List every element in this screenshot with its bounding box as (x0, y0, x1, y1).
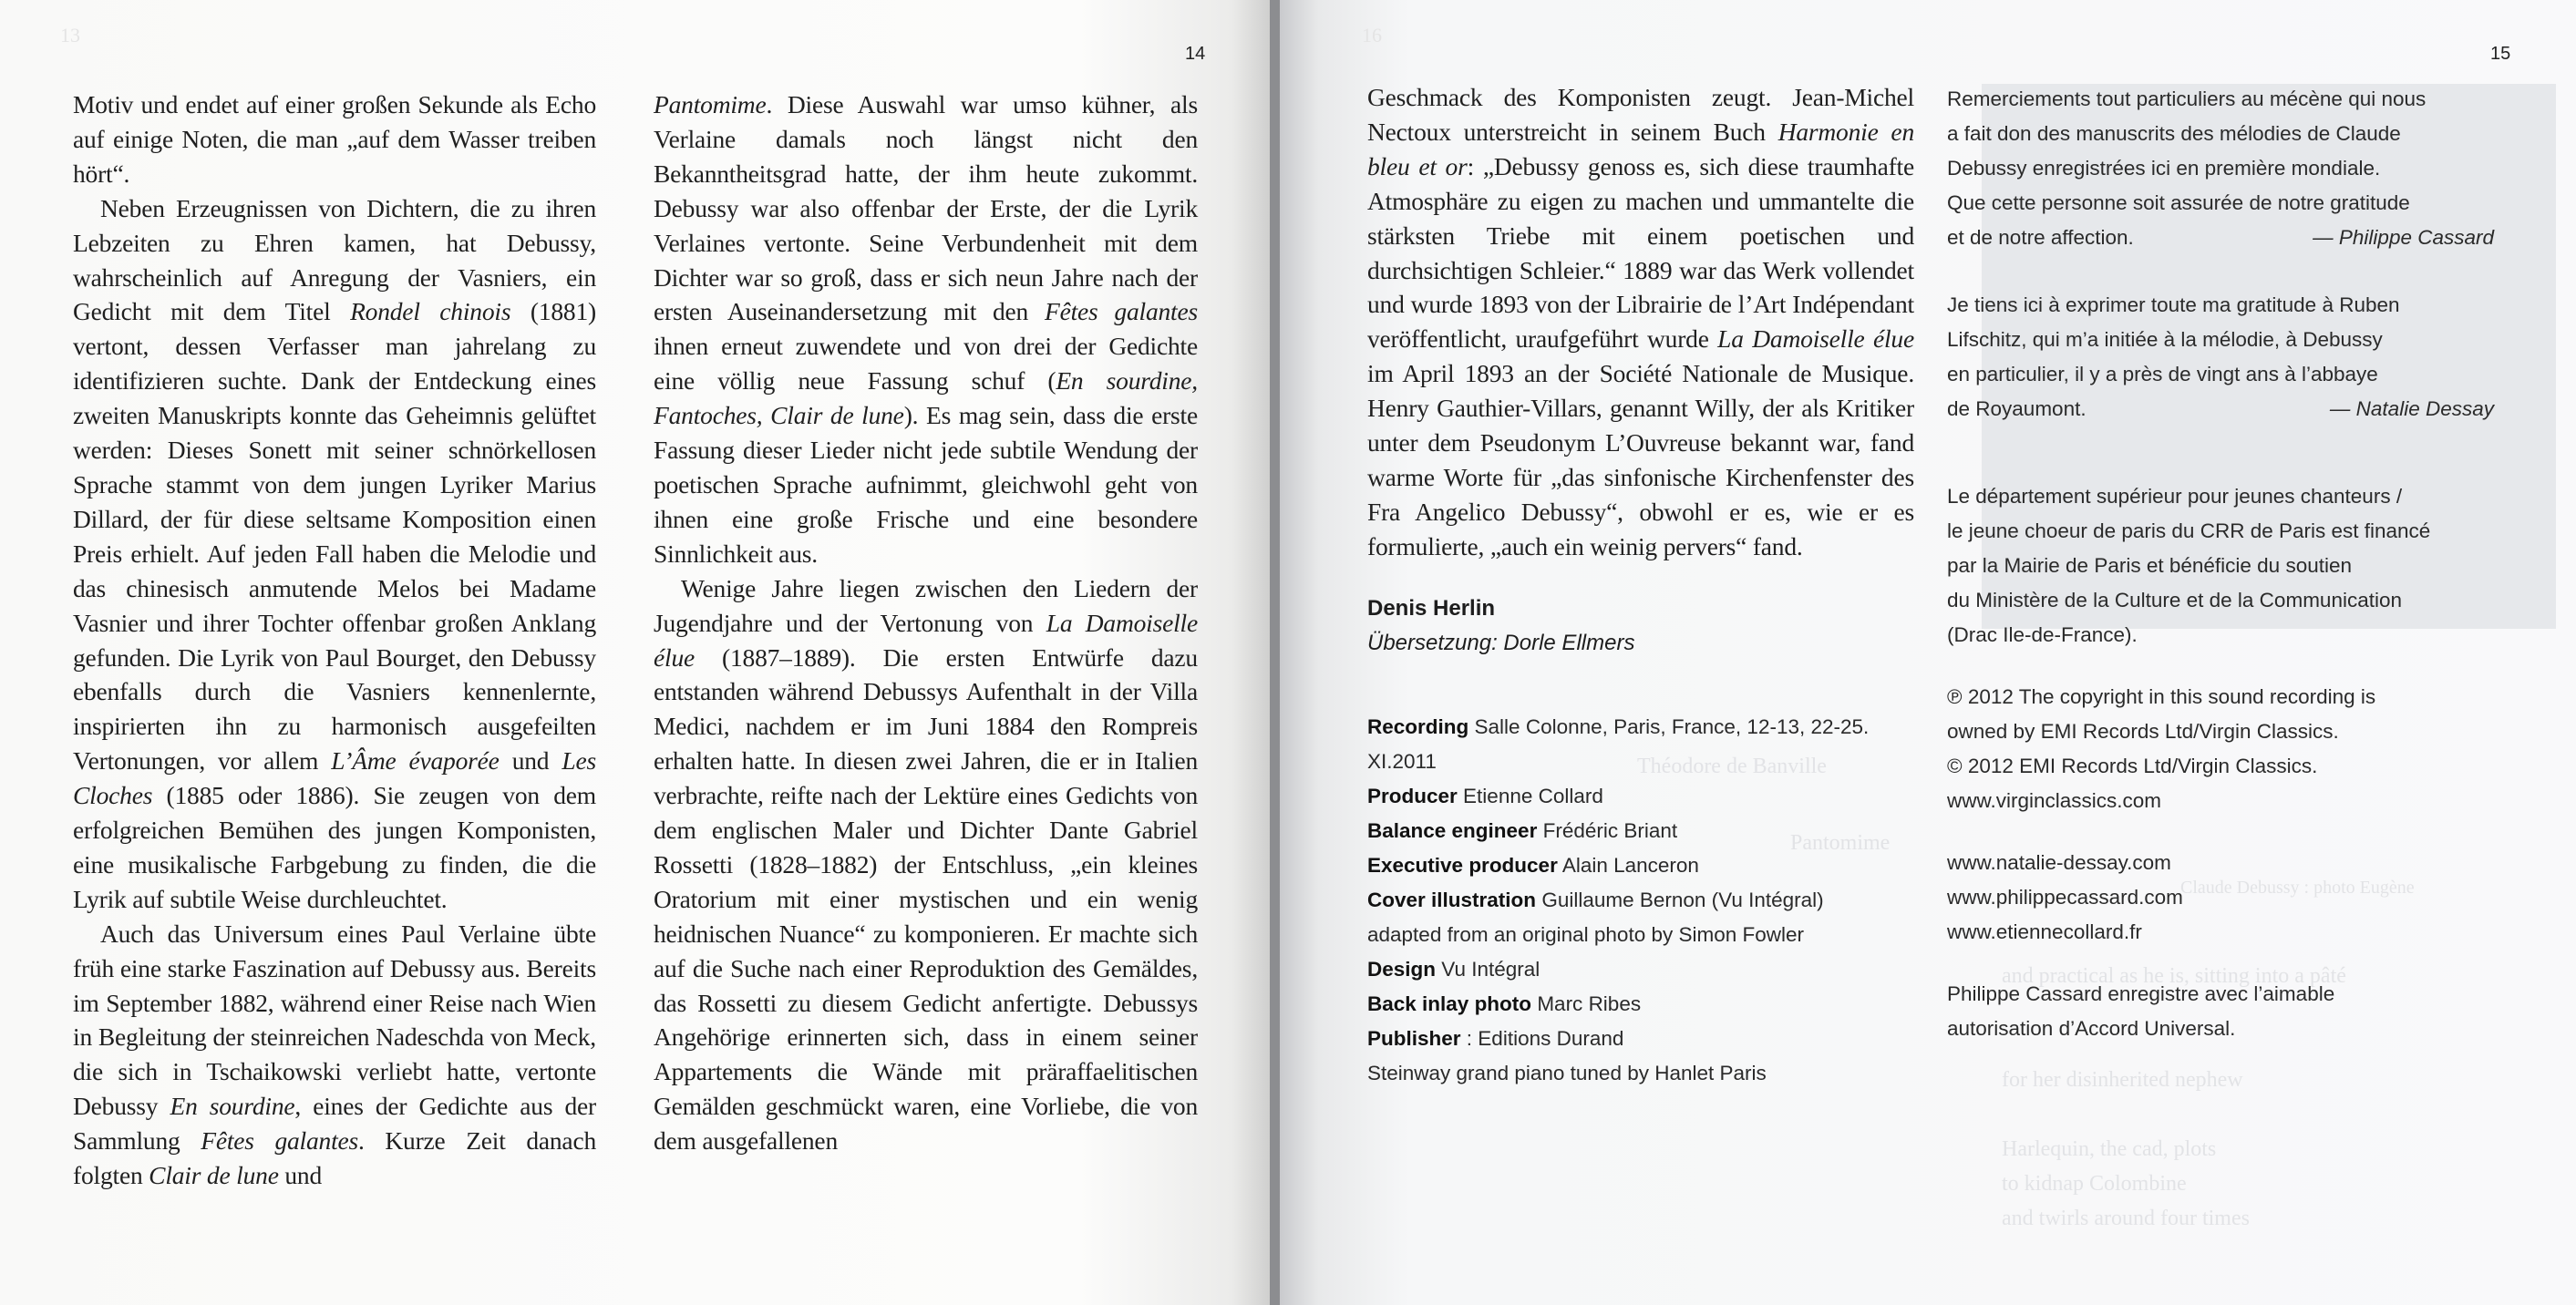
essay-translator: Übersetzung: Dorle Ellmers (1367, 630, 1635, 655)
credit-value: Frédéric Briant (1542, 818, 1678, 842)
text-line: le jeune choeur de paris du CRR de Paris est financé (1947, 519, 2431, 542)
show-through-text: Harlequin, the cad, plots (2002, 1137, 2217, 1161)
website-link: www.etiennecollard.fr (1947, 920, 2142, 943)
credit-cover-note: adapted from an original photo by Simon Fowler (1367, 922, 1805, 946)
signature-line (1947, 392, 2503, 426)
credit-label: Executive producer (1367, 853, 1558, 877)
ghost-page-number-left: 13 (60, 24, 80, 46)
essay-conclusion (1367, 80, 1914, 564)
show-through-text: for her disinherited nephew (2002, 1068, 2243, 1092)
credit-balance-engineer (1367, 814, 1914, 848)
text-line: en particulier, il y a près de vingt ans à l’abbaye (1947, 363, 2378, 385)
credit-value: : Editions Durand (1466, 1026, 1624, 1050)
show-through-text: and twirls around four times (2002, 1207, 2250, 1230)
credit-design (1367, 952, 1914, 987)
label-permission (1947, 977, 2503, 1046)
essay-paragraph: Motiv und endet auf einer großen Sekunde als Echo auf einige Noten, die man „auf dem Wasser treiben hört“. (73, 90, 596, 188)
page-number-right: 15 (2490, 44, 2511, 64)
credit-label: Balance engineer (1367, 818, 1538, 842)
page-number-left: 14 (1185, 44, 1206, 64)
website-link: www.virginclassics.com (1947, 789, 2162, 812)
text-line: Remerciements tout particuliers au mécène qui nous (1947, 87, 2427, 110)
credit-producer (1367, 779, 1914, 814)
booklet-page-right (1280, 0, 2576, 1305)
text-line: ℗ 2012 The copyright in this sound recording is (1947, 685, 2376, 708)
credit-value: Vu Intégral (1441, 957, 1540, 981)
text-line: Le département supérieur pour jeunes chanteurs / (1947, 485, 2403, 508)
booklet-page-left (0, 0, 1270, 1305)
credit-label: Producer (1367, 784, 1458, 807)
credit-publisher (1367, 1022, 1914, 1056)
text-line: par la Mairie de Paris et bénéficie du soutien (1947, 554, 2353, 577)
left-page-column-2 (654, 87, 1198, 1158)
essay-paragraph: Wenige Jahre liegen zwischen den Liedern der Jugendjahre und der Vertonung von La Damoiselle élue (1887–1889). Die ersten Entwürfe dazu entstanden während Debussys Aufenthalt in der Villa Medici, nachdem er im Juni 1884 den Rompreis erhalten hatte. In diesen zwei Jahren, die er in Italien verbrachte, reifte nach der Lektüre eines Gedichts von dem englischen Maler und Dichter Dante Gabriel Rossetti (1828–1882) der Entschluss, „ein kleines Oratorium mit einer mystischen und ein wenig heidnischen Nuance“ zu komponieren. Er machte sich auf die Suche nach einer Reproduktion des Gemäldes, das Rossetti zu diesem Gedicht anfertigte. Debussys Angehörige erinnerten sich, dass in einem seiner Appartements die Wände mit präraffaelitischen Gemälden geschmückt waren, eine Vorliebe, die von dem ausgefallenen (654, 573, 1199, 1156)
essay-paragraph: Geschmack des Komponisten zeugt. Jean-Michel Nectoux unterstreicht in seinem Buch Harmonie en bleu et or: „Debussy genoss es, sich diese traumhafte Atmosphäre zu eigen zu machen und ummantelte die stärksten Triebe mit einem poetischen und durchsichtigen Schleier.“ 1889 war das Werk vollendet und wurde 1893 von der Librairie de l’Art Indépendant veröffentlicht, uraufgeführt wurde La Damoiselle élue im April 1893 an der Société Nationale de Musique. Henry Gauthier-Villars, genannt Willy, der als Kritiker unter dem Pseudonym L’Ouvreuse bekannt war, fand warme Worte für „das sinfonische Kirchenfenster des Fra Angelico Debussy“, obwohl er es, wie er es formulierte, „auch ein weinig pervers“ fand. (1367, 83, 1914, 560)
ghost-page-number-right: 16 (1362, 24, 1382, 46)
signature: — Philippe Cassard (2313, 226, 2494, 249)
credit-label: Design (1367, 957, 1437, 981)
credit-value: Etienne Collard (1463, 784, 1603, 807)
credit-back-inlay-photo (1367, 987, 1914, 1022)
text-line: © 2012 EMI Records Ltd/Virgin Classics. (1947, 755, 2318, 777)
signature: — Natalie Dessay (2329, 397, 2494, 420)
book-gutter (1270, 0, 1280, 1305)
text-line: a fait don des manuscrits des mélodies de Claude (1947, 122, 2401, 145)
website-link: www.natalie-dessay.com (1947, 851, 2171, 874)
show-through-text: Claude Debussy : photo Eugène (2180, 878, 2415, 898)
text-line: et de notre affection. (1947, 226, 2134, 249)
funding-note (1947, 479, 2503, 652)
text-line: (Drac Ile-de-France). (1947, 623, 2138, 646)
text-line: Que cette personne soit assurée de notre gratitude (1947, 191, 2410, 214)
show-through-text: and practical as he is, sitting into a pâté (2002, 964, 2346, 988)
text-line: Je tiens ici à exprimer toute ma gratitude à Ruben (1947, 293, 2400, 316)
credit-piano: Steinway grand piano tuned by Hanlet Paris (1367, 1061, 1767, 1084)
text-line: autorisation d’Accord Universal. (1947, 1017, 2236, 1040)
credit-label: Publisher (1367, 1026, 1461, 1050)
spacer (1947, 652, 2503, 680)
show-through-text: Théodore de Banville (1637, 755, 1827, 778)
text-line: Philippe Cassard enregistre avec l’aimable (1947, 982, 2335, 1005)
essay-paragraph: Neben Erzeugnissen von Dichtern, die zu ihren Lebzeiten zu Ehren kamen, hat Debussy, wahrscheinlich auf Anregung der Vasniers, ein Gedicht mit dem Titel Rondel chinois (1881) vertont, dessen Verfasser man jahrelang zu identifizieren suchte. Dank der Entdeckung eines zweiten Manuskripts konnte das Geheimnis gelüftet werden: Dieses Sonett mit seiner schnörkellosen Sprache stammt von dem jungen Lyriker Marius Dillard, der für diese seltsame Komposition einen Preis erhielt. Auf jeden Fall haben die Melodie und das chinesisch anmutende Melos bei Madame Vasnier und ihrer Tochter offenbar großen Anklang gefunden. Die Lyrik von Paul Bourget, den Debussy ebenfalls durch die Vasniers kennenlernte, inspirierten ihn zu harmonisch ausgefeilten Vertonungen, vor allem L’Âme évaporée und Les Cloches (1885 oder 1886). Sie zeugen von dem erfolgreichen Bemühen des jungen Komponisten, eine musikalische Farbgebung zu finden, die die Lyrik auf subtile Weise durchleuchtet. (73, 193, 596, 913)
essay-author: Denis Herlin (1367, 595, 1496, 621)
right-page-column-1 (1367, 80, 1914, 1091)
website-list (1947, 846, 2503, 950)
essay-paragraph: Auch das Universum eines Paul Verlaine übte früh eine starke Faszination auf Debussy aus. Bereits im September 1882, während einer Reise nach Wien in Begleitung der steinreichen Nadeschda von Meck, die sich in Tschaikowski verliebt hatte, vertonte Debussy En sourdine, eines der Gedichte aus der Sammlung Fêtes galantes. Kurze Zeit danach folgten Clair de lune und (73, 919, 597, 1190)
credit-value: Guillaume Bernon (Vu Intégral) (1541, 888, 1824, 911)
credit-recording-date: XI.2011 (1367, 749, 1437, 773)
credit-executive-producer (1367, 848, 1914, 883)
right-page-column-2 (1947, 82, 2503, 1046)
spacer (1947, 818, 2503, 846)
credit-cover-illustration (1367, 883, 1914, 918)
text-line: de Royaumont. (1947, 397, 2087, 420)
credit-value: Alain Lanceron (1561, 853, 1699, 877)
text-line: Debussy enregistrées ici en première mondiale. (1947, 157, 2381, 180)
credit-label: Cover illustration (1367, 888, 1537, 911)
show-through-text: Pantomime (1790, 831, 1891, 855)
signature-line (1947, 221, 2503, 255)
acknowledgement-cassard (1947, 82, 2503, 255)
text-line: du Ministère de la Culture et de la Communication (1947, 589, 2402, 611)
credit-value: Marc Ribes (1537, 992, 1642, 1015)
production-credits (1367, 710, 1914, 1091)
essay-paragraph: Pantomime. Diese Auswahl war umso kühner, als Verlaine damals noch längst nicht den Bekanntheitsgrad hatte, der ihm heute zukommt. Debussy war also offenbar der Erste, der die Lyrik Verlaines vertonte. Seine Verbundenheit mit dem Dichter war so groß, dass er sich neun Jahre nach der ersten Auseinandersetzung mit den Fêtes galantes ihnen erneut zuwendete und von drei der Gedichte eine völlig neue Fassung schuf (En sourdine, Fantoches, Clair de lune). Es mag sein, dass die erste Fassung dieser Lieder nicht jede subtile Wendung der poetischen Sprache aufnimmt, gleichwohl geht von ihnen eine große Frische und eine besondere Sinnlichkeit aus. (654, 90, 1198, 568)
credit-value: Salle Colonne, Paris, France, 12-13, 22-25. (1474, 714, 1870, 738)
text-line: owned by EMI Records Ltd/Virgin Classics. (1947, 720, 2339, 743)
acknowledgement-dessay (1947, 288, 2503, 426)
spacer (1947, 950, 2503, 977)
show-through-text: to kidnap Colombine (2002, 1172, 2187, 1196)
text-line: Lifschitz, qui m’a initiée à la mélodie, à Debussy (1947, 328, 2383, 351)
credit-recording (1367, 710, 1914, 745)
credit-label: Back inlay photo (1367, 992, 1532, 1015)
spacer (1947, 255, 2503, 288)
credit-label: Recording (1367, 714, 1469, 738)
copyright-notice (1947, 680, 2503, 818)
website-link: www.philippecassard.com (1947, 886, 2183, 909)
left-page-column-1 (73, 87, 596, 1193)
spacer (1947, 426, 2503, 479)
